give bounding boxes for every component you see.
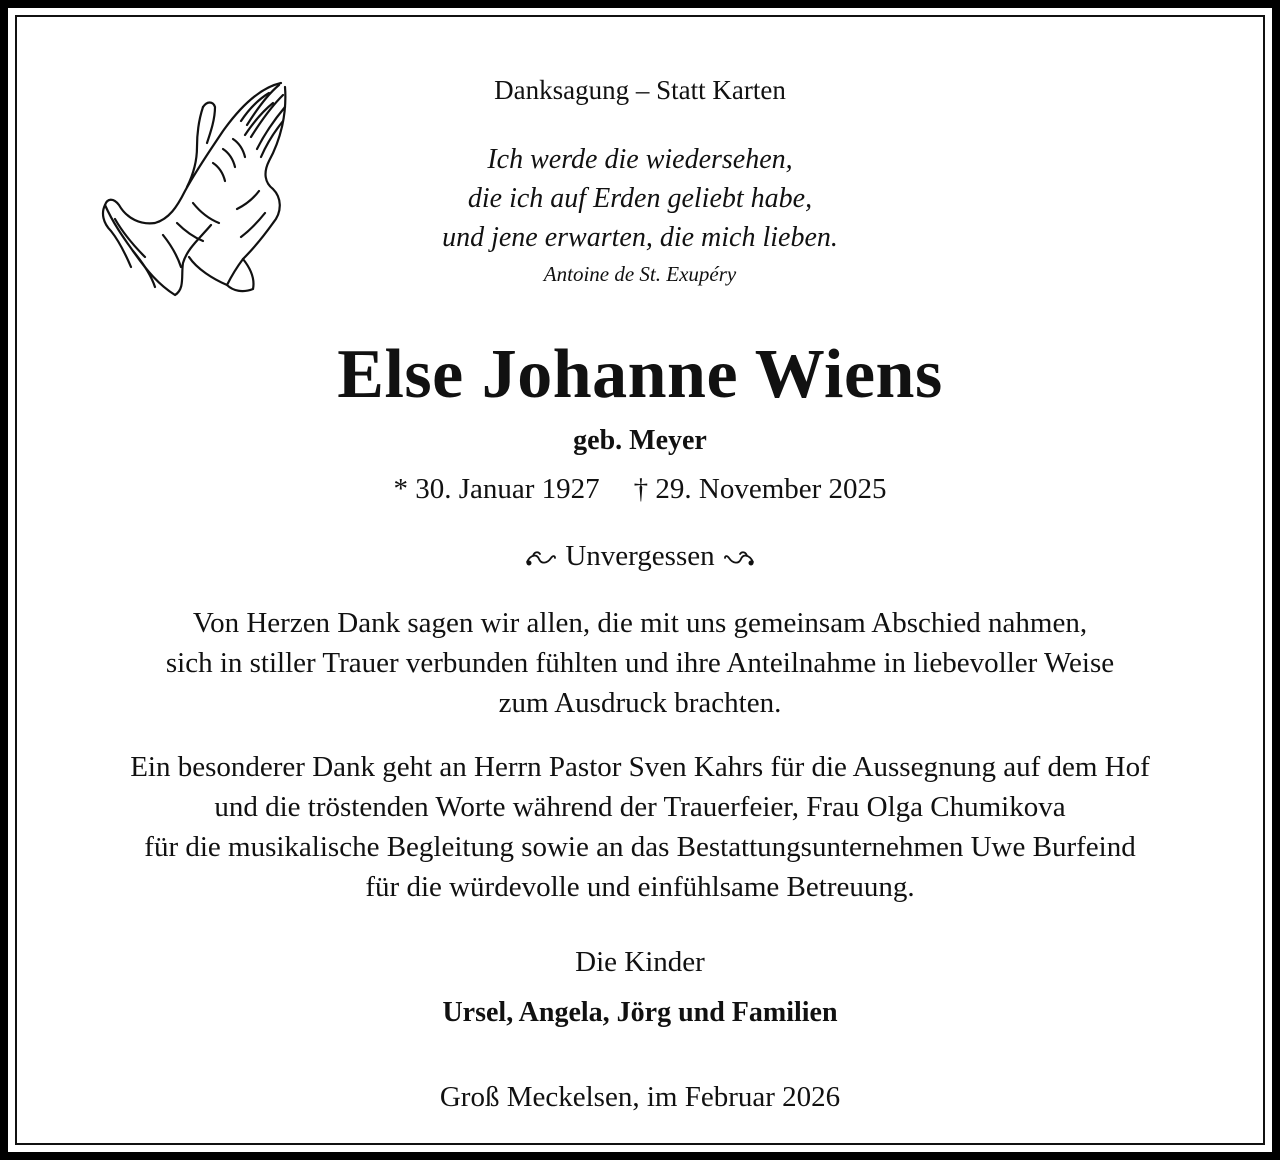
thanks-2-line-1: Ein besonderer Dank geht an Herrn Pastor Sven Kahrs für die Aussegnung auf dem Hof [130,751,1150,783]
thanks-1-line-3: zum Ausdruck brachten. [498,687,782,719]
quote-line-3: und jene erwarten, die mich lieben. [442,222,838,253]
quote-line-1: Ich werde die wiedersehen, [487,144,793,175]
obituary-frame [15,15,1265,1145]
thanks-2-line-3: für die musikalische Begleitung sowie an das Bestattungsunternehmen Uwe Burfeind [144,831,1136,863]
quote-line-2: die ich auf Erden geliebt habe, [467,183,813,214]
ornament-left-icon [525,548,557,568]
life-dates [17,473,1263,506]
thanks-2-line-2: und die tröstenden Worte während der Trauerfeier, Frau Olga Chumikova [214,791,1066,823]
motto [17,540,1263,573]
notice-heading: Danksagung – Statt Karten [494,75,786,105]
maiden-name: geb. Meyer [573,425,707,456]
thanks-2-line-4: für die würdevolle und einfühlsame Betreuung. [365,871,915,903]
thanks-1-line-1: Von Herzen Dank sagen wir allen, die mit uns gemeinsam Abschied nahmen, [192,607,1088,639]
thanks-1-line-2: sich in stiller Trauer verbunden fühlten und ihre Anteilnahme in liebevoller Weise [165,647,1115,679]
motto-text: Unvergessen [565,540,715,572]
death-date: † 29. November 2025 [633,473,887,505]
quote-author: Antoine de St. Exupéry [543,262,737,286]
ornament-right-icon [723,548,755,568]
signature-names: Ursel, Angela, Jörg und Familien [442,997,838,1028]
deceased-name: Else Johanne Wiens [337,336,943,413]
birth-date: * 30. Januar 1927 [393,473,600,505]
place-date: Groß Meckelsen, im Februar 2026 [439,1081,841,1113]
signature-intro: Die Kinder [575,946,705,978]
obituary-page [8,8,1272,1152]
